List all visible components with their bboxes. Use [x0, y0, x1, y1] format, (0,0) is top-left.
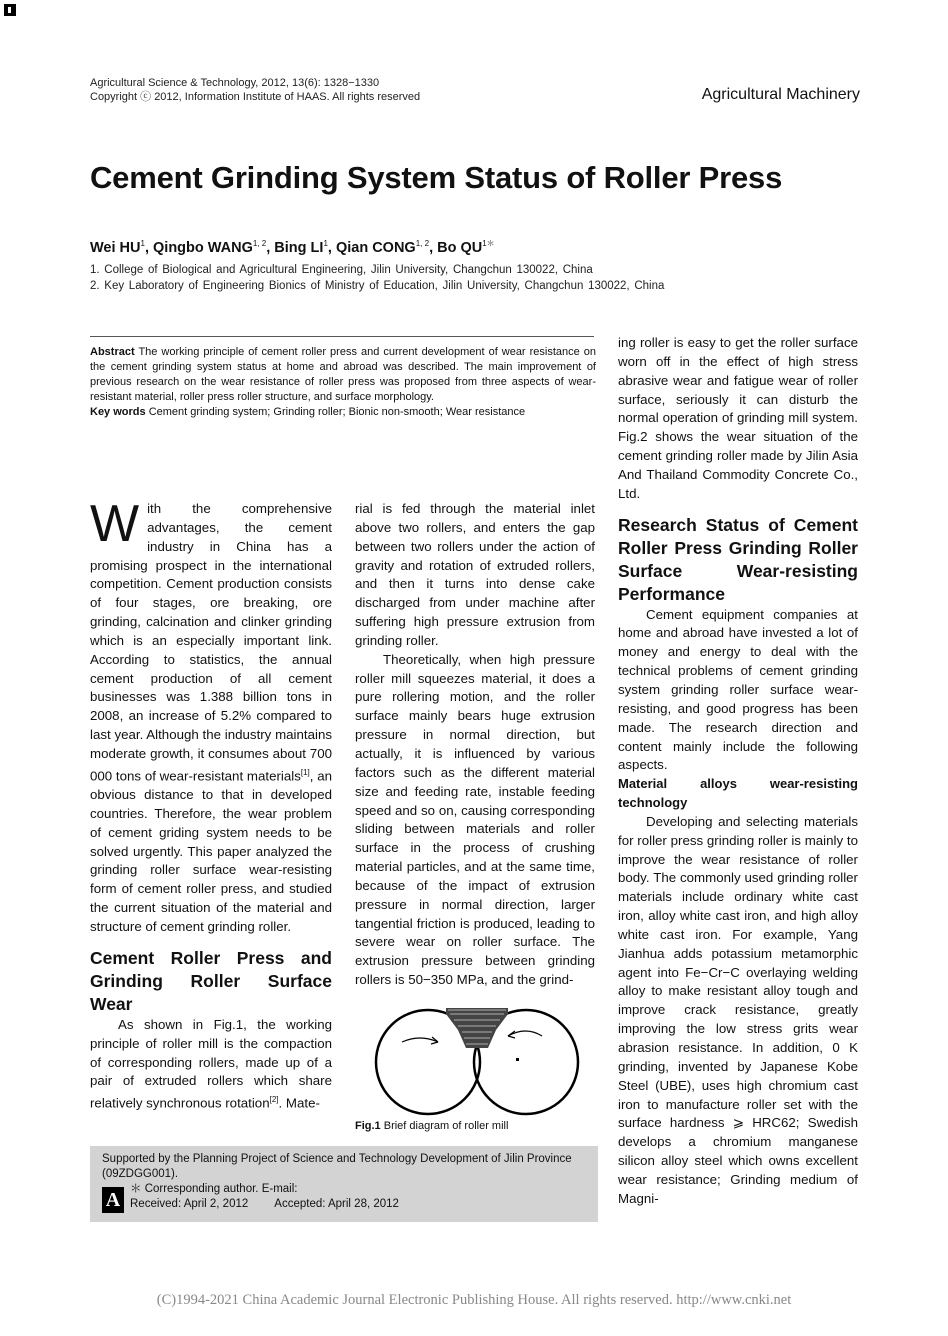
funding-note-box	[90, 1146, 598, 1222]
affiliation-2: 2. Key Laboratory of Engineering Bionics of Ministry of Education, Jilin University, Changchun 130022, China	[90, 280, 665, 292]
citation-ref: [1]	[300, 767, 310, 777]
drop-cap: W	[90, 495, 140, 553]
body-paragraph: Developing and selecting materials for roller press grinding roller is mainly to improve the wear resistance of roller body. The commonly used grinding roller materials include ordinary white cast iron, alloy white cast iron, and high alloy white cast iron. For example, Yang Jianhua adds potassium metamorphic agent into Fe−Cr−C overlaying welding alloy to make resistant alloy tough and improve crack resistance, greatly improving the low stress grits wear abrasion resistance. In addition, 0 K grinding, invented by Japanese Kobe Steel (UBE), uses high chromium cast iron to manufacture roller set with the surface hardness ⩾ HRC62; Swedish develops a chromium manganese silicon alloy steel which owns excellent wear resistance; Grinding medium of Magni-	[618, 813, 858, 1206]
body-paragraph: Theoretically, when high pressure roller mill squeezes material, it does a pure rollering motion, and the roller surface mainly bears huge extrusion pressure in normal direction, but actually, it is influenced by various factors such as the different material size and feeding rate, instable feeding speed and so on, causing corresponding sliding between materials and roller surface in the process of crushing material particles, and at the same time, because of the impact of extrusion pressure in normal direction, larger tangential friction is produced, leading to severe wear on roller surface. The extrusion pressure between grinding rollers is 50−350 MPa, and the grind-	[355, 651, 595, 988]
author-affiliation-mark: 1	[140, 239, 145, 248]
figure-label: Fig.1	[355, 1120, 381, 1132]
author-name: Qingbo WANG	[153, 239, 253, 256]
figure-caption: Fig.1 Brief diagram of roller mill	[355, 1120, 509, 1132]
author-list: Wei $HU^1$, Qingbo WANG$^{1, 2}$, Bing $LI^1$, Qian CONG$^{1, 2}$, Bo $QU^{1*}$	[90, 239, 495, 256]
funding-text: Supported by the Planning Project of Science and Technology Development of Jilin Province (09ZDGG001).	[102, 1153, 572, 1180]
page-footer: (C)1994-2021 China Academic Journal Electronic Publishing House. All rights reserved. http://www.cnki.net	[156, 1292, 792, 1308]
received-date: Received: April 2, 2012	[130, 1198, 249, 1210]
body-paragraph: Cement equipment companies at home and abroad have invested a lot of money and energy to deal with the technical problems of cement grinding system grinding roller surface wear-resisting, and good progress has been made. The research direction and content mainly include the following aspects.	[618, 606, 858, 773]
affiliation-1: 1. College of Biological and Agricultural Engineering, Jilin University, Changchun 130022, China	[90, 264, 593, 276]
received-info	[130, 1182, 399, 1212]
body-paragraph: ing roller is easy to get the roller surface worn off in the effect of high stress abrasive wear and fatigue wear of roller surface, seriously it can disturb the normal operation of grinding mill system. Fig.2 shows the wear situation of the cement grinding roller made by Jilin Asia And Thailand Commodity Concrete Co., Ltd.	[618, 335, 858, 501]
section-label: Agricultural Machinery	[701, 86, 860, 103]
author-name: Bing LI	[274, 239, 324, 256]
copyright-line: Copyright ⓒ 2012, Information Institute of HAAS. All rights reserved	[90, 91, 421, 103]
author-affiliation-mark: 1	[323, 239, 328, 248]
paper-title: Cement Grinding System Status of Roller Press	[90, 160, 783, 195]
body-column-3	[618, 334, 858, 1209]
author-affiliation-mark: 1, 2	[415, 239, 430, 248]
abstract-label: Abstract	[90, 346, 135, 358]
keywords-text: Cement grinding system; Grinding roller; Bionic non-smooth; Wear resistance	[145, 406, 526, 418]
author-name: Qian CONG	[335, 239, 416, 256]
rotation-arrow-left	[402, 1038, 438, 1042]
body-paragraph: As shown in Fig.1, the working principle of roller mill is the compaction of corresponding rollers, made up of a pair of extruded rollers which share relatively synchronous rotation[2]. Mate-	[90, 1016, 332, 1111]
journal-header	[90, 76, 420, 104]
abstract-divider	[90, 336, 594, 337]
author-name: Bo QU	[437, 239, 483, 256]
citation-ref: [2]	[269, 1095, 279, 1105]
author-affiliation-mark: 1, 2	[252, 239, 267, 248]
roller-center-mark	[516, 1058, 519, 1061]
body-paragraph: rial is fed through the material inlet above two rollers, and enters the gap between two rollers under the action of gravity and rotation of extruded rollers, and then it turns into dense cake discharged from under machine after suffering high pressure extrusion from grinding roller.	[355, 501, 595, 648]
section-heading: Cement Roller Press and Grinding Roller Surface Wear	[90, 947, 332, 1014]
section-heading: Research Status of Cement Roller Press Grinding Roller Surface Wear-resisting Performance	[618, 514, 858, 604]
corner-mark-icon	[4, 4, 16, 16]
body-column-1	[90, 495, 332, 1113]
intro-paragraph: With the comprehensive advantages, the cement industry in China has a promising prospect in the international competition. Cement production consists of four stages, ore breaking, ore grinding, calcination and clinker grinding which is an especially important link. According to statistics, the annual cement production of all cement businesses was 1.388 billion tons in 2008, an increase of 5.2% compared to last year. Although the industry maintains moderate growth, it consumes about 700 000 tons of wear-resistant materials[1], an obvious distance to that in developed countries. Therefore, the wear problem of cement griding system needs to be solved urgently. This paper analyzed the grinding roller surface wear-resisting form of cement roller press, and studied the current situation of the material and structure of cement grinding roller.	[90, 495, 332, 934]
accepted-date: Accepted: April 28, 2012	[274, 1198, 399, 1210]
author-affiliation-mark: 1＊	[482, 239, 495, 248]
keywords-label: Key words	[90, 406, 146, 418]
abstract-text: The working principle of cement roller press and current development of wear resistance on the cement grinding system status at home and abroad was described. The main improvement of previous research on the wear resistance of roller press was proposed from three aspects of wear-resistant material, roller press roller structure, and surface morphology.	[90, 346, 596, 403]
article-badge-icon: A	[102, 1187, 124, 1213]
author-name: Wei HU	[90, 239, 141, 256]
journal-citation: Agricultural Science & Technology, 2012, 13(6): 1328−1330	[90, 77, 380, 89]
subsection-heading: Material alloys wear-resisting technology	[618, 776, 858, 811]
body-column-2	[355, 500, 595, 990]
corresponding-author: ＊ Corresponding author. E-mail:	[130, 1183, 298, 1195]
roller-mill-diagram	[358, 1000, 598, 1140]
abstract-block	[90, 345, 596, 420]
